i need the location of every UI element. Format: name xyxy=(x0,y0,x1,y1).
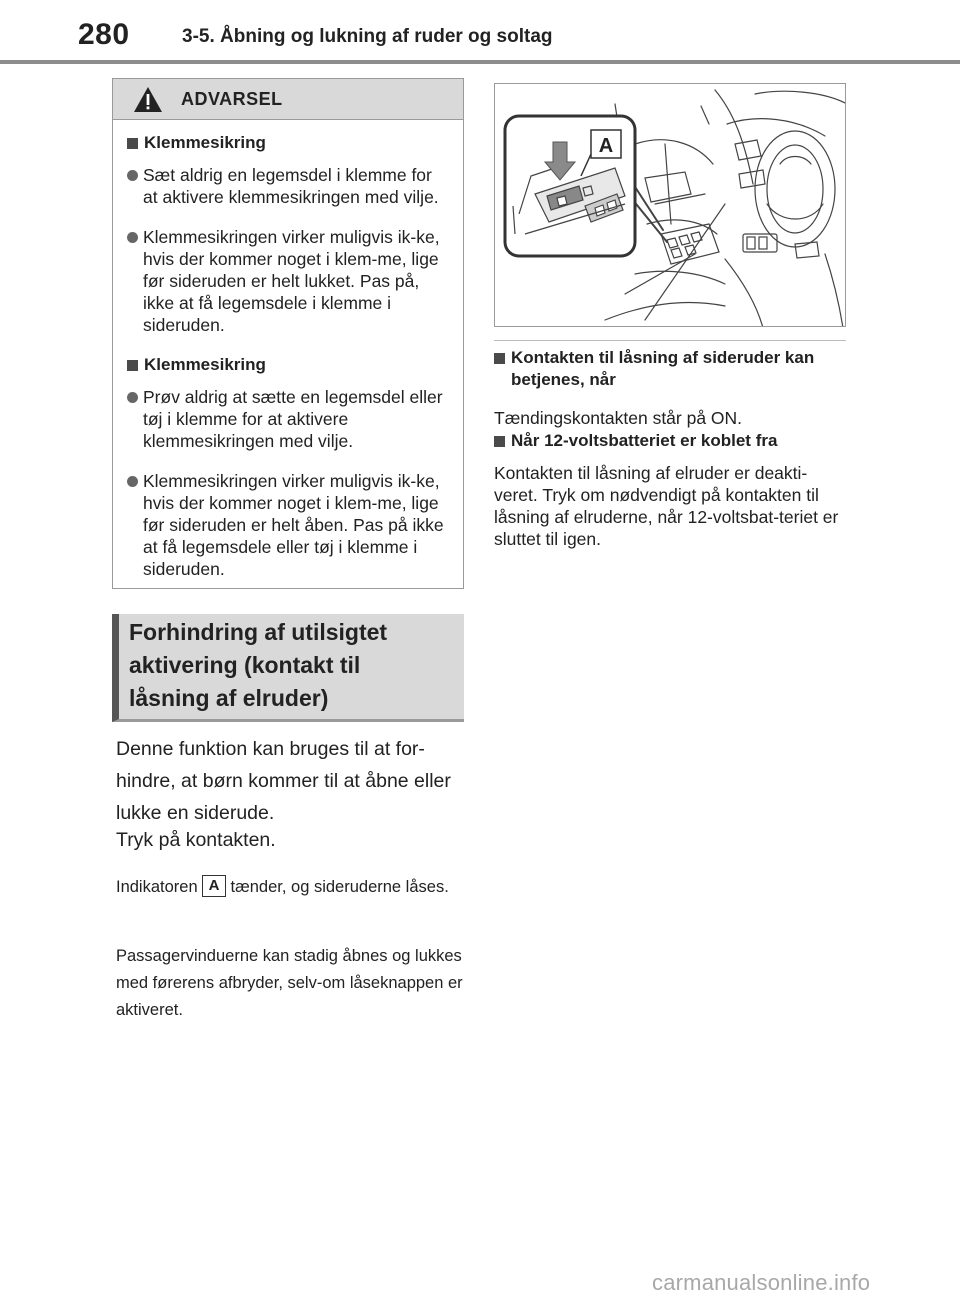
warning-triangle-icon xyxy=(133,86,163,113)
round-bullet-icon xyxy=(127,392,138,403)
indicator-paragraph: Indikatoren A tænder, og sideruderne låses. xyxy=(116,877,449,896)
intro-paragraph: Denne funktion kan bruges til at for-hindre, at børn kommer til at åbne eller lukke en siderude. xyxy=(116,738,451,824)
indicator-label-a: A xyxy=(202,875,227,897)
warning-bullet: Sæt aldrig en legemsdel i klemme for at aktivere klemmesikringen med vilje. xyxy=(127,164,451,208)
square-bullet-icon xyxy=(494,353,505,364)
page-number: 280 xyxy=(78,18,130,51)
callout-label-a: A xyxy=(598,135,614,157)
warning-subheading: Klemmesikring xyxy=(127,132,451,154)
section-heading: Forhindring af utilsigtet aktivering (kontakt til låsning af elruder) xyxy=(129,619,388,711)
right-block-2 xyxy=(494,430,844,550)
warning-body xyxy=(113,120,463,580)
illustration-divider xyxy=(494,340,846,341)
warning-bullet: Klemmesikringen virker muligvis ik-ke, hvis der kommer noget i klem-me, lige før sideruden er helt åben. Pas på ikke at få legemsdele eller tøj i klemme i sideruden. xyxy=(127,470,451,580)
round-bullet-icon xyxy=(127,476,138,487)
warning-bullet: Klemmesikringen virker muligvis ik-ke, hvis der kommer noget i klem-me, lige før sideruden er helt lukket. Pas på, ikke at få legemsdele i klemme i sideruden. xyxy=(127,226,451,336)
door-switch-illustration xyxy=(494,83,846,327)
warning-subheading: Klemmesikring xyxy=(127,354,451,376)
square-bullet-icon xyxy=(127,138,138,149)
instruction-paragraph: Tryk på kontakten. xyxy=(116,829,276,851)
warning-box xyxy=(112,78,464,589)
section-heading-box xyxy=(112,614,464,722)
square-bullet-icon xyxy=(494,436,505,447)
round-bullet-icon xyxy=(127,232,138,243)
right-block-1 xyxy=(494,347,844,429)
right-block-2-heading: Når 12-voltsbatteriet er koblet fra xyxy=(494,430,844,452)
round-bullet-icon xyxy=(127,170,138,181)
section-title: 3-5. Åbning og lukning af ruder og soltag xyxy=(182,26,553,47)
square-bullet-icon xyxy=(127,360,138,371)
right-block-1-text: Tændingskontakten står på ON. xyxy=(494,408,743,428)
warning-bullet: Prøv aldrig at sætte en legemsdel eller tøj i klemme for at aktivere klemmesikringen med vilje. xyxy=(127,386,451,452)
header-divider xyxy=(0,60,960,64)
door-panel-drawing xyxy=(495,84,846,327)
warning-title: ADVARSEL xyxy=(181,89,283,109)
right-block-2-text: Kontakten til låsning af elruder er deakti-veret. Tryk om nødvendigt på kontakten til låsning af elruderne, når 12-voltsbat-teriet er sluttet til igen. xyxy=(494,463,839,549)
passenger-note: Passagervinduerne kan stadig åbnes og lukkes med førerens afbryder, selv-om låseknappen er aktiveret. xyxy=(116,947,463,1019)
right-block-1-heading: Kontakten til låsning af sideruder kan betjenes, når xyxy=(494,347,844,391)
warning-header xyxy=(113,79,463,120)
watermark: carmanualsonline.info xyxy=(652,1270,871,1295)
